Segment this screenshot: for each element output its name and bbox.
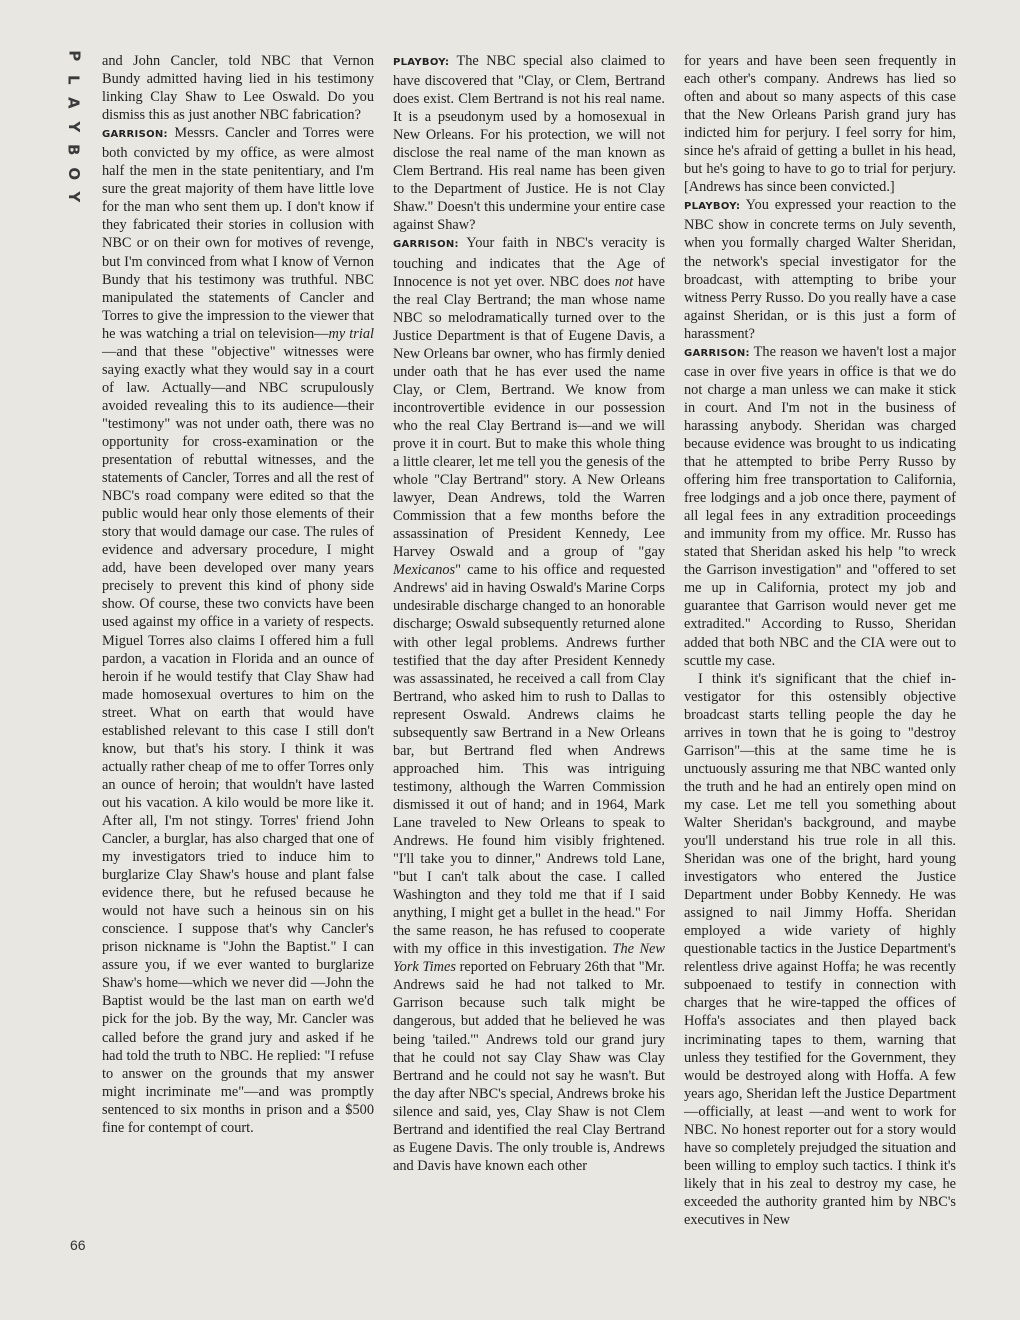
paragraph: PLAYBOY: The NBC special also claimed to have discovered that "Clay, or Clem, Bertrand does exist. Clem Bertrand is not his real name. It is a pseudonym used by a homosexual in New Orleans. For his protection, we will not disclose the real name of the man known as Clem Bertrand. His real name has been given to the Department of Justice. He is not Clay Shaw." Doesn't this undermine your entire case against Shaw?: [393, 53, 665, 234]
sidebar-letter: Y: [64, 120, 83, 132]
paragraph: for years and have been seen frequently in each other's company. Andrews has lied so often and about so many aspects of this case that the New Orleans Parish grand jury has indicted him for perjury. I feel sorry for him, since he's afraid of getting a bullet in his head, but he's going to have to go to trial for perjury. [Andrews has since been convicted.]: [684, 53, 956, 196]
sidebar-letter: A: [64, 96, 83, 109]
sidebar-letter: P: [64, 50, 83, 62]
speaker-label-garrison: GARRISON:: [393, 239, 459, 251]
magazine-sidebar-title: [58, 44, 88, 209]
sidebar-letter: L: [64, 74, 83, 85]
paragraph: GARRISON: Messrs. Cancler and Torres were both convicted by my office, as were almost half the men in the state penitentiary, and I'm sure the great majority of them have little love for the man who sent them up. I don't know if they fabricated their stories in collusion with NBC or on their own for motives of revenge, but I'm convinced from what I know of Vernon Bundy that his testimony was truthful. NBC manipulated the statements of Cancler and Torres to give the impression to the viewer that he was watching a trial on television—my trial—and that these "objective" witnesses were saying exactly what they would say in a court of law. Actually—and NBC scrupulously avoided revealing this to its audience—their "testimony" was not under oath, there was no opportunity for cross-examination or the presentation of rebuttal witnesses, and the statements of Cancler, Torres and all the rest of NBC's road company were edited so that the public would hear only those elements of their story that would damage our case. The rules of evidence and adversary procedure, I might add, have been developed over many years precisely to prevent this kind of phony side show. Of course, these two convicts have been used against my office in a variety of respects. Miguel Torres also claims I offered him a full pardon, a vacation in Florida and an ounce of heroin if he would testify that Clay Shaw had made homosexual overtures to him on the street. What on earth that would have established relevant to this case I still don't know, but that's his story. I think it was actually rather cheap of me to offer Torres only an ounce of heroin; that wouldn't have lasted out his vacation. A kilo would be more like it. After all, I'm not stingy. Torres' friend John Cancler, a burglar, has also charged that one of my investigators tried to induce him to burglarize Clay Shaw's house and plant false evidence there, but he refused because he would not have such a heinous sin on his conscience. I suppose that's why Cancler's prison nickname is "John the Baptist." I can assure you, if we ever wanted to burglarize Shaw's home—which we never did —John the Baptist would be the last man on earth we'd pick for the job. By the way, Mr. Cancler was called before the grand jury and asked if he had told the truth to NBC. He replied: "I refuse to answer on the grounds that my answer might incriminate me"—and was promptly sentenced to six months in prison and a $500 fine for contempt of court.: [102, 125, 374, 1136]
speaker-label-garrison: GARRISON:: [684, 347, 750, 359]
sidebar-letter: B: [64, 144, 83, 156]
page-number: 66: [70, 1237, 86, 1253]
sidebar-letter: Y: [64, 191, 83, 203]
paragraph: GARRISON: The reason we haven't lost a major case in over five years in office is that we do not charge a man unless we can make it stick in court. And I'm not in the business of harassing anybody. Sheridan was charged because evidence was brought to us indicating that he attempted to bribe Perry Russo by offering him free transportation to California, free lodgings and a job once there, payment of all legal fees in any extradition proceedings and immunity from my office. Mr. Russo has stated that Sheridan asked his help "to wreck the Garrison investigation" and "offered to set me up in California, protect my job and guarantee that Garrison would never get me extradited." According to Russo, Sheridan added that both NBC and the CIA were out to scuttle my case.: [684, 343, 957, 669]
text-column-1: [102, 52, 374, 1137]
paragraph: and John Cancler, told NBC that Vernon Bundy admitted having lied in his testimony linking Clay Shaw to Lee Oswald. Do you dismiss this as just another NBC fabrication?: [102, 53, 374, 124]
speaker-label-playboy: PLAYBOY:: [684, 201, 741, 213]
sidebar-letter: O: [64, 166, 83, 180]
paragraph: PLAYBOY: You expressed your reaction to the NBC show in concrete terms on July seventh, when you formally charged Walter Sheridan, the network's special investigator for the broadcast, with attempting to bribe your witness Perry Russo. Do you really have a case against Sheridan, or is this just a form of harassment?: [684, 197, 956, 342]
text-column-3: [684, 52, 956, 1229]
speaker-label-playboy: PLAYBOY:: [393, 57, 450, 68]
paragraph: GARRISON: Your faith in NBC's veracity is touching and indicates that the Age of Innocence is not yet over. NBC does not have the real Clay Bertrand; the man whose name NBC so melodramatically turned over to the Justice Department is that of Eugene Davis, a New Orleans bar owner, who has firmly denied under oath that he has ever used the name Clay, or Clem, Bertrand. We know from incontrovertible evidence in our possession who the real Clay Bertrand is—and we will prove it in court. But to make this whole thing a little clearer, let me tell you the genesis of the whole "Clay Bertrand" story. A New Orleans lawyer, Dean Andrews, told the Warren Commission that a few months before the assassination of President Kennedy, Lee Harvey Oswald and a group of "gay Mexicanos" came to his office and requested Andrews' aid in having Oswald's Marine Corps undesirable discharge changed to an honorable discharge; Oswald subsequently returned alone with other legal problems. Andrews further testified that the day after President Kennedy was assassinated, he received a call from Clay Bertrand, who asked him to rush to Dallas to represent Oswald. Andrews claims he subsequently saw Bertrand in a New Orleans bar, but Bertrand fled when Andrews approached him. This was intriguing testimony, although the Warren Commission dismissed it out of hand; and in 1964, Mark Lane traveled to New Orleans to speak to Andrews. He found him visibly frightened. "I'll take you to dinner," Andrews told Lane, "but I can't talk about the case. I called Washington and they told me that if I said anything, I might get a bullet in the head." For the same reason, he has refused to cooperate with my office in this investigation. The New York Times reported on February 26th that "Mr. Andrews said he had not talked to Mr. Garrison because such talk might be dangerous, but added that he believed he was being 'tailed.'" Andrews told our grand jury that he could not say Clay Shaw was Clay Bertrand and he could not say he wasn't. But the day after NBC's special, Andrews broke his silence and said, yes, Clay Shaw is not Clem Bertrand and identified the real Clay Bertrand as Eugene Davis. The only trouble is, Andrews and Davis have known each other: [393, 235, 665, 1174]
paragraph: I think it's significant that the chief investigator for this ostensibly objective broadcast starts telling people the day he arrives in town that he is going to "destroy Garrison"—this at the same time he is unctuously assuring me that NBC wanted only the truth and he had an entirely open mind on my case. Let me tell you something about Walter Sheridan's background, and maybe you'll understand his true role in all this. Sheridan was one of the bright, hard young investigators who entered the Justice Department under Bobby Kennedy. He was assigned to nail Jimmy Hoffa. Sheridan employed a wide variety of highly questionable tactics in the Justice Department's relentless drive against Hoffa; he was recently subpoenaed to testify in connection with charges that he wire-tapped the offices of Hoffa's associates and then played back incriminating tapes to them, warning that unless they testified for the Government, they would be destroyed along with Hoffa. A few years ago, Sheridan left the Justice Department—officially, at least —and went to work for NBC. No honest reporter out for a story would have so completely prejudged the situation and been willing to employ such tactics. I think it's likely that in his zeal to destroy my case, he exceeded the authority granted him by NBC's executives in New: [684, 670, 956, 1228]
text-column-2: [393, 52, 665, 1175]
speaker-label-garrison: GARRISON:: [102, 129, 168, 141]
